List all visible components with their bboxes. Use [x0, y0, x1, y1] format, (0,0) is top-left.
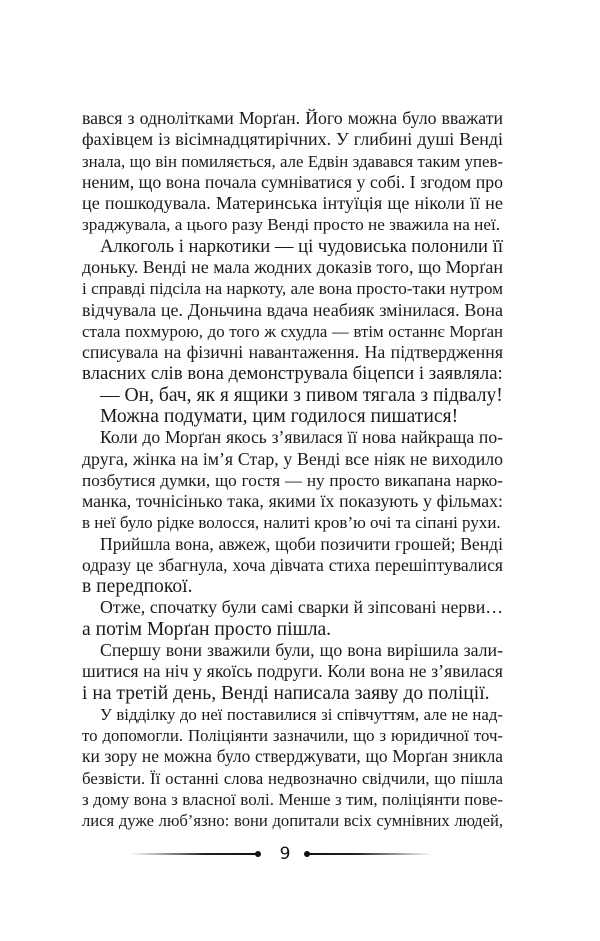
text-line: стала похмурою, до того ж схудла — втім останнє Морґан [82, 321, 503, 341]
text-line: друга, жінка на ім’я Стар, у Венді все ніяк не виходило [82, 448, 503, 469]
text-line: Коли до Морґан якось з’явилася її нова найкраща по- [100, 427, 503, 448]
text-line: ки зору не можна було стверджувати, що Морґан зникла [82, 746, 503, 767]
text-line: манка, точнісінько така, якими їх показують у фільмах: [82, 491, 503, 512]
text-line: власних слів вона демонструвала біцепси і заявляла: [82, 363, 503, 385]
text-line: це пошкодувала. Материнська інтуїція ще ніколи її не [82, 193, 503, 214]
text-line: зраджувала, а цього разу Венді просто не зважила на неї. [82, 215, 501, 235]
text-line: неним, що вона почала сумніватися у собі. І згодом про [82, 171, 503, 192]
text-line: відчувала це. Доньчина вдача неабияк змінилася. Вона [82, 299, 503, 320]
text-line: то допомогли. Поліціянти зазначили, що з юридичної точ- [82, 726, 503, 746]
text-line: одразу це збагнула, хоча дівчата стиха перешіптувалися [82, 554, 503, 575]
text-line: в неї було рідке волосся, налиті кров’ю очі та сіпані рухи. [82, 513, 501, 533]
text-line: — Он, бач, як я ящики з пивом тягала з підвалу! [100, 384, 503, 406]
text-line: У відділку до неї поставилися зі співчуттям, але не над- [100, 704, 503, 724]
text-line: безвісти. Її останні слова недвозначно свідчили, що пішла [82, 768, 503, 788]
text-line: Алкоголь і наркотики — ці чудовиська полонили її [100, 235, 503, 257]
text-line: Отже, спочатку були самі сварки й зіпсовані нерви… [100, 597, 503, 618]
text-line: в передпокої. [82, 576, 193, 598]
page-footer [0, 842, 600, 866]
text-line: з дому вона з власної волі. Менше з тим, поліціянти пове- [82, 790, 503, 809]
text-line: шитися на ніч у якоїсь подруги. Коли вона не з’явилася [82, 661, 503, 682]
text-line: вався з однолітками Морґан. Його можна було вважати [82, 108, 503, 128]
page-number: 9 [279, 844, 291, 864]
body-text [82, 108, 503, 832]
text-line: доньку. Венді не мала жодних доказів того, що Морґан [82, 256, 503, 277]
text-line: і на третій день, Венді написала заяву до поліції. [82, 682, 490, 704]
text-line: фахівцем із вісімнадцятирічних. У глибині душі Венді [82, 129, 503, 150]
text-line: а потім Морґан просто пішла. [82, 618, 332, 640]
text-line: Прийшла вона, авжеж, щоби позичити грошей; Венді [100, 533, 503, 554]
footer-rule-right [306, 853, 432, 855]
footer-rule-left [130, 853, 256, 855]
footer-dot-left [255, 851, 261, 857]
text-line: Спершу вони зважили були, що вона вирішила зали- [100, 640, 503, 661]
text-line: позбутися думки, що гостя — ну просто викапана нарко- [82, 470, 503, 490]
text-line: знала, що він помиляється, але Едвін здавався таким упев- [82, 151, 503, 171]
text-line: списувала на фізичні навантаження. На підтвердження [82, 342, 503, 363]
text-line: лися дуже люб’язно: вони допитали всіх сумнівних людей, [82, 811, 503, 831]
text-line: Можна подумати, цим годилося пишатися! [100, 405, 459, 427]
text-line: і справді підсіла на наркоту, але вона просто-таки нутром [82, 279, 503, 299]
